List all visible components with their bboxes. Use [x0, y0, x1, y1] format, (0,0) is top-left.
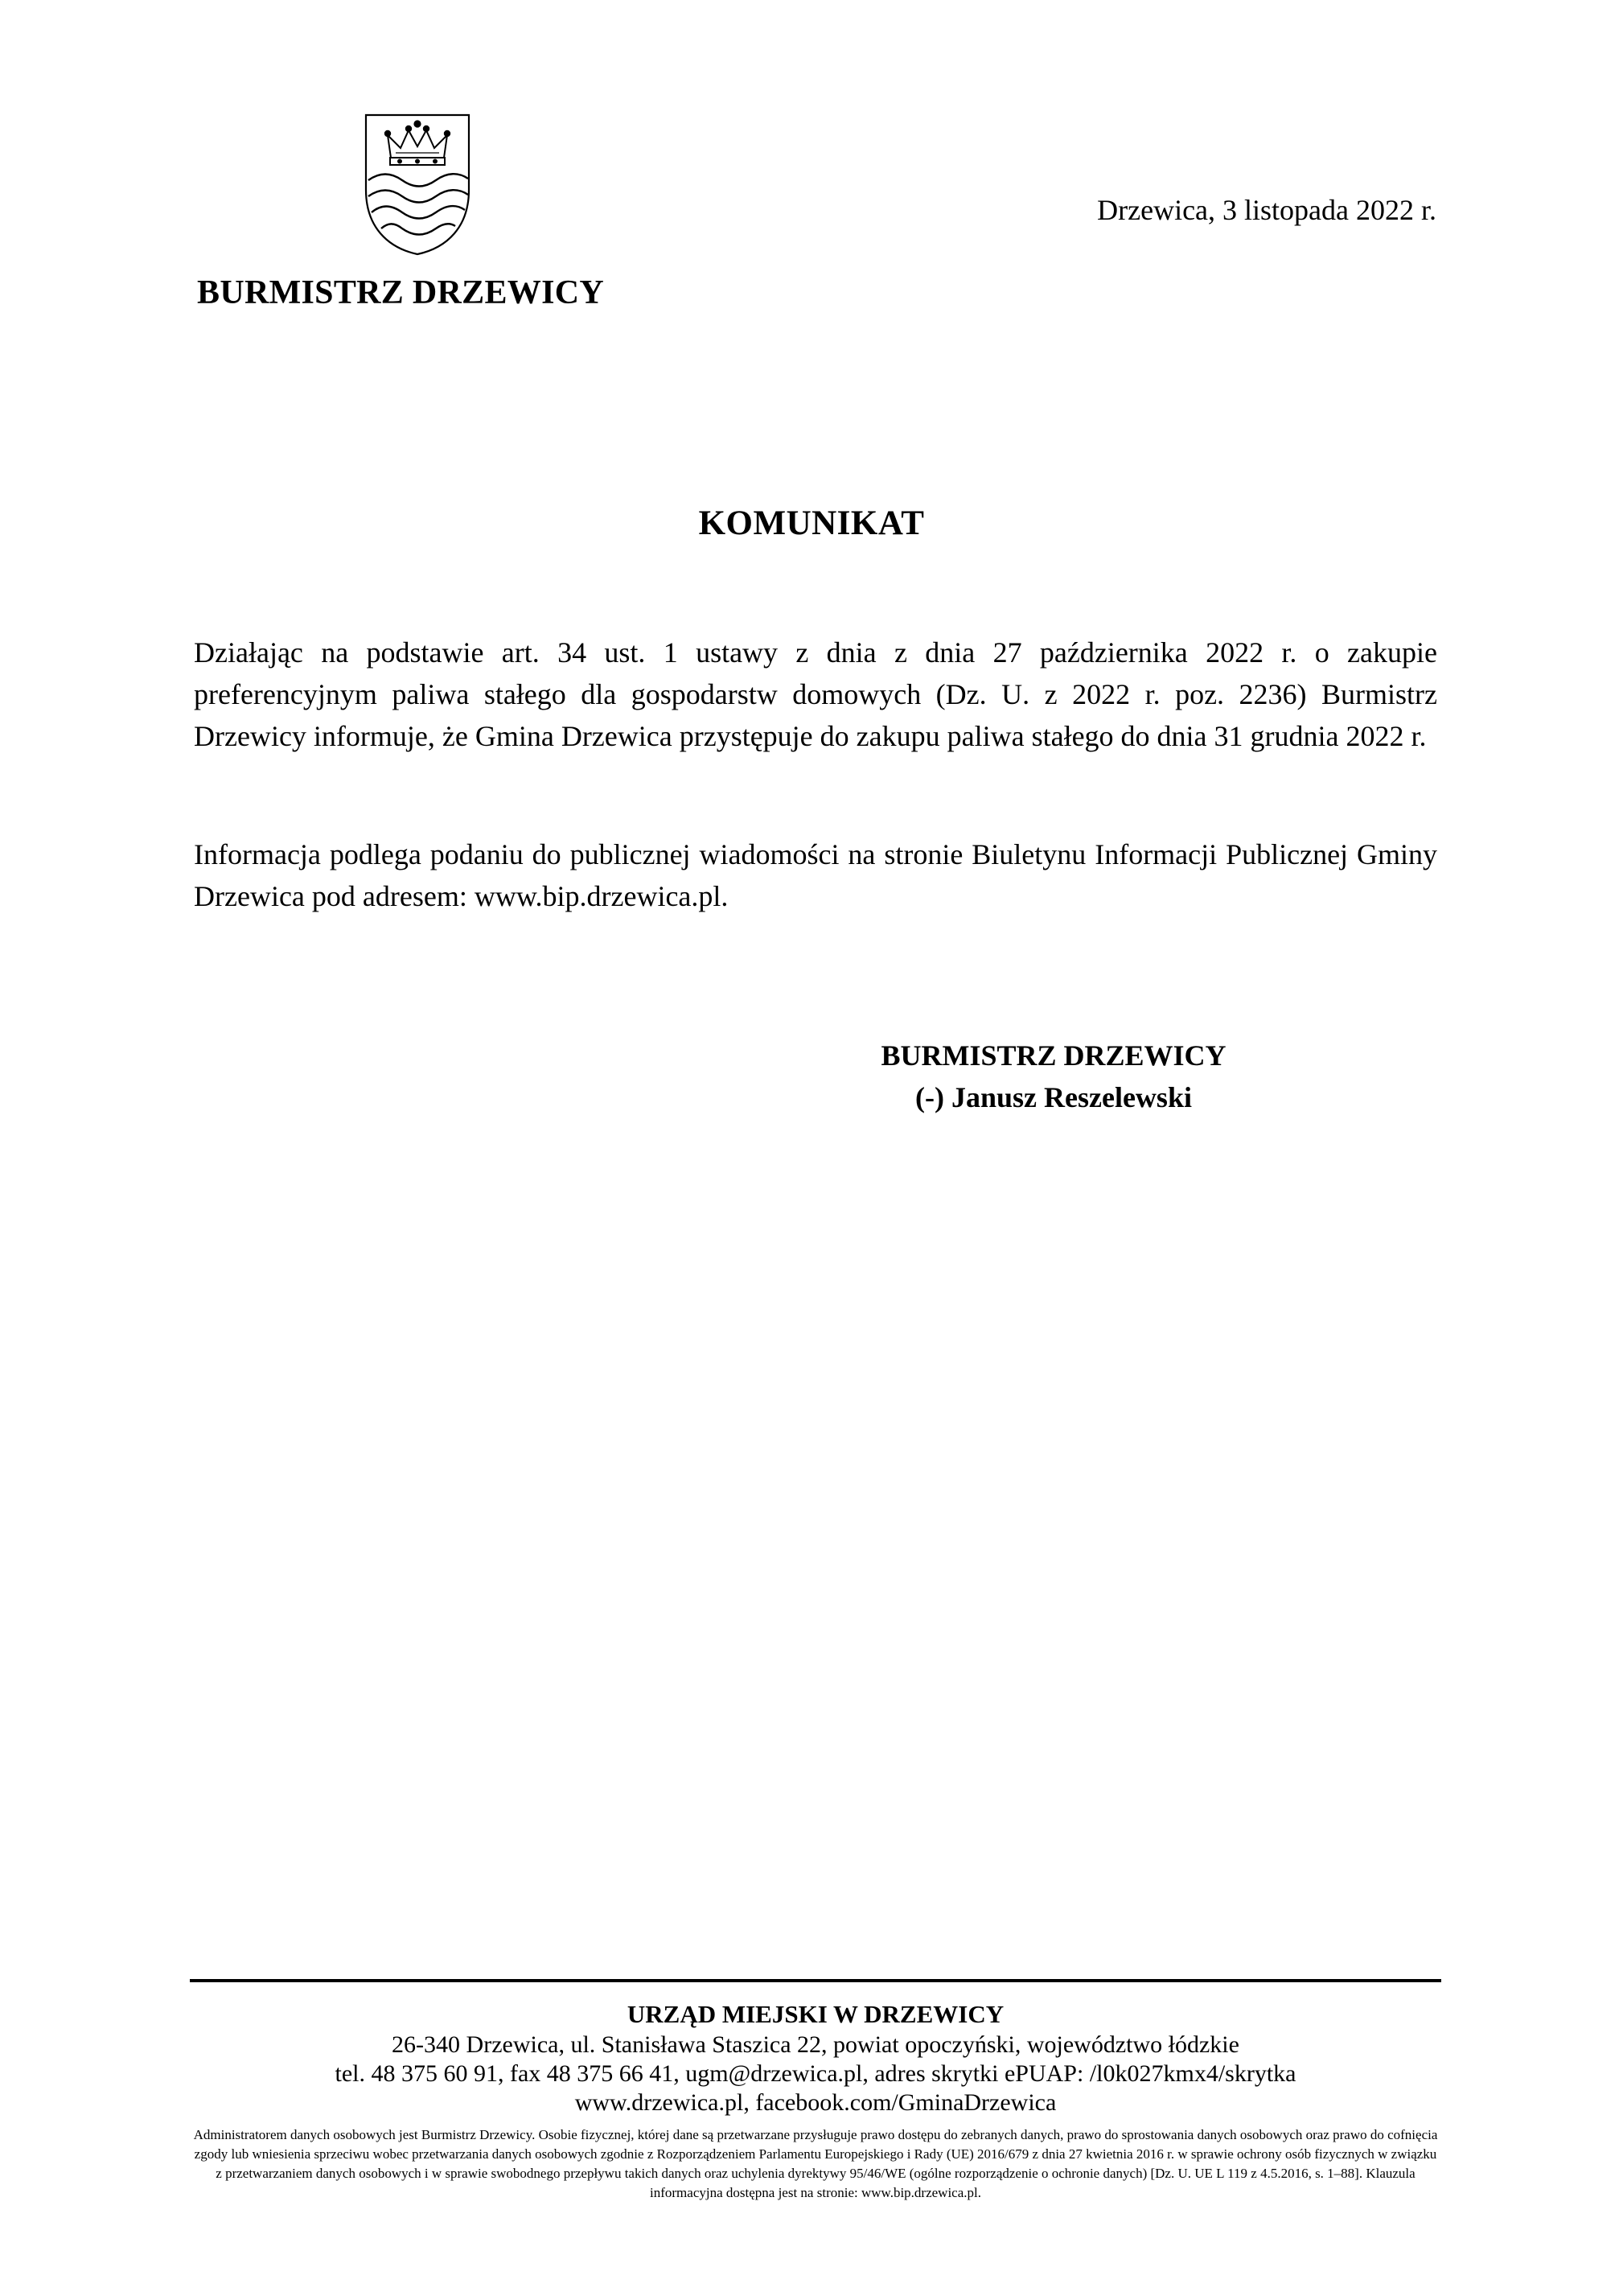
footer-web: www.drzewica.pl, facebook.com/GminaDrzewica — [574, 2089, 1057, 2116]
footer-office-name: URZĄD MIEJSKI W DRZEWICY — [627, 2000, 1005, 2028]
office-title: BURMISTRZ DRZEWICY — [197, 274, 604, 311]
footer-contact: tel. 48 375 60 91, fax 48 375 66 41, ugm@drzewica.pl, adres skrytki ePUAP: /l0k027kmx4/skrytka — [335, 2060, 1296, 2087]
date-line: Drzewica, 3 listopada 2022 r. — [1097, 194, 1436, 226]
signature-title: BURMISTRZ DRZEWICY — [881, 1039, 1226, 1072]
document-title: KOMUNIKAT — [698, 504, 925, 542]
signature-name: (-) Janusz Reszelewski — [915, 1081, 1192, 1113]
body-paragraph: Działając na podstawie art. 34 ust. 1 ustawy z dnia z dnia 27 października 2022 r. o zakupie preferencyjnym paliwa stałego dla gospodarstw domowych (Dz. U. z 2022 r. poz. 2236) Burmistrz Drzewicy informuje, że Gmina Drzewica przystępuje do zakupu paliwa stałego do dnia 31 grudnia 2022 r. — [194, 636, 1437, 752]
footer — [190, 1998, 1441, 2203]
signature-block — [836, 1035, 1271, 1118]
body-paragraph: Informacja podlega podaniu do publicznej wiadomości na stronie Biuletynu Informacji Publicznej Gminy Drzewica pod adresem: www.bip.drzewica.pl. — [194, 838, 1437, 912]
coat-of-arms-icon — [364, 113, 471, 256]
footer-divider — [190, 1979, 1441, 1982]
footer-address: 26-340 Drzewica, ul. Stanisława Staszica 22, powiat opoczyński, województwo łódzkie — [392, 2031, 1239, 2058]
footer-gdpr-clause: Administratorem danych osobowych jest Burmistrz Drzewicy. Osobie fizycznej, której dane są przetwarzane przysługuje prawo dostępu do zebranych danych, prawo do sprostowania danych osobowych oraz prawo do cofnięcia zgody lub wniesienia sprzeciwu wobec przetwarzania danych osobowych zgodnie z Rozporządzeniem Parlamentu Europejskiego i Rady (UE) 2016/679 z dnia 27 kwietnia 2016 r. w sprawie ochrony osób fizycznych w związku z przetwarzaniem danych osobowych i w sprawie swobodnego przepływu takich danych oraz uchylenia dyrektywy 95/46/WE (ogólne rozporządzenie o ochronie danych) [Dz. U. UE L 119 z 4.5.2016, s. 1–88]. Klauzula informacyjna dostępna jest na stronie: www.bip.drzewica.pl. — [193, 2127, 1438, 2200]
